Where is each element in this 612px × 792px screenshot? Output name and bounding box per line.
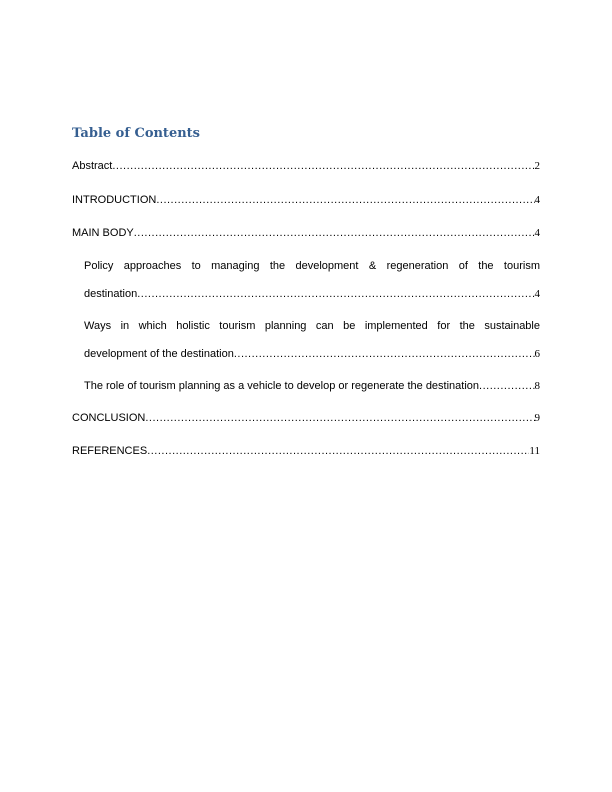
toc-entry-label: Abstract xyxy=(72,160,113,172)
dot-leader xyxy=(234,348,535,361)
toc-entry-label-line1: Ways in which holistic tourism planning can be implemented for the sustainable xyxy=(84,320,540,332)
toc-entry-label: MAIN BODY xyxy=(72,227,134,239)
toc-entry-page: 4 xyxy=(534,288,540,300)
toc-entry-label-line1: Policy approaches to managing the development & regeneration of the tourism xyxy=(84,260,540,272)
toc-entry-label: REFERENCES xyxy=(72,445,148,457)
toc-entry-label: INTRODUCTION xyxy=(72,194,157,206)
toc-entry-label: CONCLUSION xyxy=(72,412,146,424)
toc-entry-role-of-planning[interactable] xyxy=(84,380,540,393)
dot-leader xyxy=(145,412,534,425)
toc-entry-page: 4 xyxy=(534,194,540,206)
toc-entry-page: 11 xyxy=(529,445,540,457)
toc-entry-label: destination xyxy=(84,288,138,300)
dot-leader xyxy=(479,380,534,393)
toc-entry-page: 6 xyxy=(534,348,540,360)
toc-entry-abstract[interactable] xyxy=(72,160,540,173)
toc-entry-policy-approaches[interactable] xyxy=(84,260,540,301)
toc-entry-page: 8 xyxy=(534,380,540,392)
toc-entry-introduction[interactable] xyxy=(72,194,540,207)
dot-leader xyxy=(156,194,534,207)
toc-entry-label: development of the destination xyxy=(84,348,234,360)
toc-entry-page: 9 xyxy=(534,412,540,424)
dot-leader xyxy=(147,445,529,458)
toc-entry-label: The role of tourism planning as a vehicle to develop or regenerate the destination xyxy=(84,380,480,392)
toc-entry-conclusion[interactable] xyxy=(72,412,540,425)
dot-leader xyxy=(134,227,535,240)
toc-entry-references[interactable] xyxy=(72,445,540,458)
toc-entry-page: 4 xyxy=(534,227,540,239)
toc-heading: Table of Contents xyxy=(72,126,200,141)
dot-leader xyxy=(137,288,534,301)
toc-entry-holistic-planning[interactable] xyxy=(84,320,540,361)
toc-entry-main-body[interactable] xyxy=(72,227,540,240)
dot-leader xyxy=(112,160,534,173)
toc-entry-page: 2 xyxy=(534,160,540,172)
